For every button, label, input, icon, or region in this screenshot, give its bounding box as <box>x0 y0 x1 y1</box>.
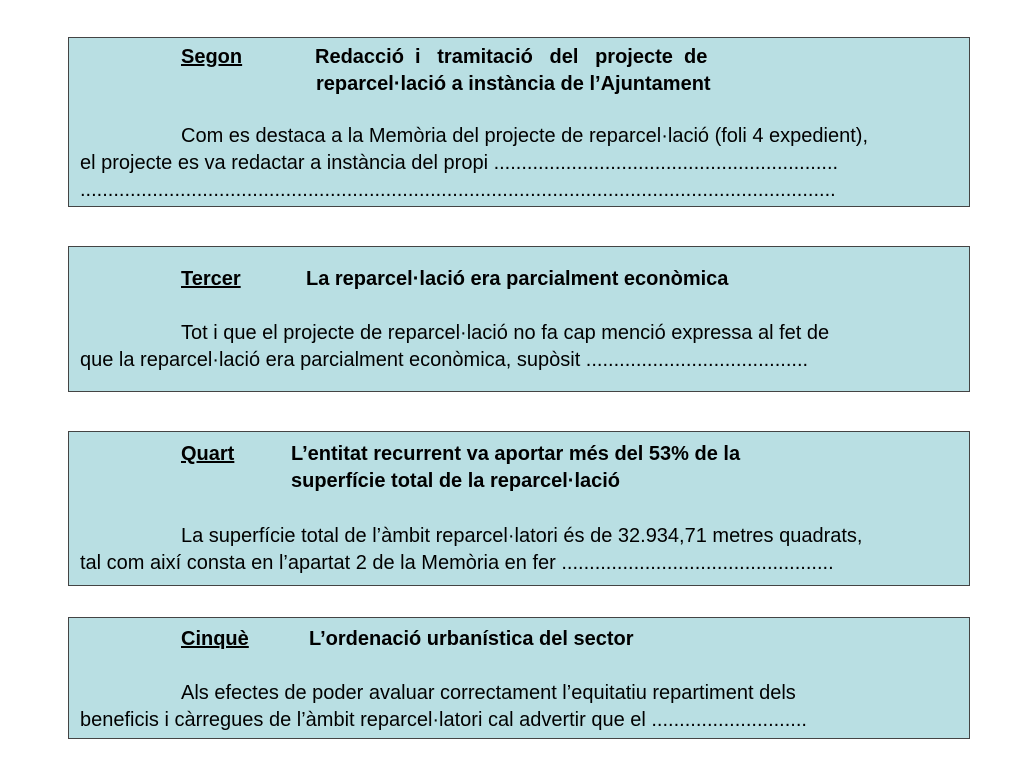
paragraph-line: que la reparcel·lació era parcialment econòmica, supòsit ........................................ <box>80 349 809 371</box>
paragraph-line: beneficis i càrregues de l’àmbit reparcel·latori cal advertir que el ............................ <box>80 709 807 731</box>
section-title-line1: L’ordenació urbanística del sector <box>309 628 634 650</box>
section-quart <box>68 431 970 586</box>
section-paragraph <box>80 680 956 734</box>
section-label: Quart <box>181 443 235 465</box>
section-label: Tercer <box>181 268 241 290</box>
section-heading <box>181 441 821 495</box>
section-paragraph <box>80 523 956 577</box>
section-heading <box>181 44 781 98</box>
section-title-line1: Redacció i tramitació del projecte de <box>315 46 708 68</box>
section-heading <box>181 266 821 293</box>
paragraph-line: tal com així consta en l’apartat 2 de la Memòria en fer ................................................. <box>80 552 834 574</box>
paragraph-line: Als efectes de poder avaluar correctament l’equitatiu repartiment dels <box>181 682 796 704</box>
paragraph-line: Com es destaca a la Memòria del projecte de reparcel·lació (foli 4 expedient), <box>181 125 869 147</box>
section-paragraph <box>80 320 956 374</box>
paragraph-line: Tot i que el projecte de reparcel·lació no fa cap menció expressa al fet de <box>181 322 830 344</box>
section-title-line2: superfície total de la reparcel·lació <box>291 470 621 492</box>
section-title-line1: La reparcel·lació era parcialment econòmica <box>306 268 729 290</box>
section-heading <box>181 626 821 653</box>
section-title-line1: L’entitat recurrent va aportar més del 53% de la <box>291 443 741 465</box>
paragraph-line: ........................................................................................................................................ <box>80 179 836 201</box>
paragraph-line: el projecte es va redactar a instància del propi .............................................................. <box>80 152 839 174</box>
section-segon <box>68 37 970 207</box>
section-cinque <box>68 617 970 739</box>
section-tercer <box>68 246 970 392</box>
paragraph-line: La superfície total de l’àmbit reparcel·latori és de 32.934,71 metres quadrats, <box>181 525 863 547</box>
section-label: Cinquè <box>181 628 249 650</box>
section-label: Segon <box>181 46 243 68</box>
section-paragraph <box>80 123 956 204</box>
section-title-line2: reparcel·lació a instància de l’Ajuntament <box>316 73 711 95</box>
